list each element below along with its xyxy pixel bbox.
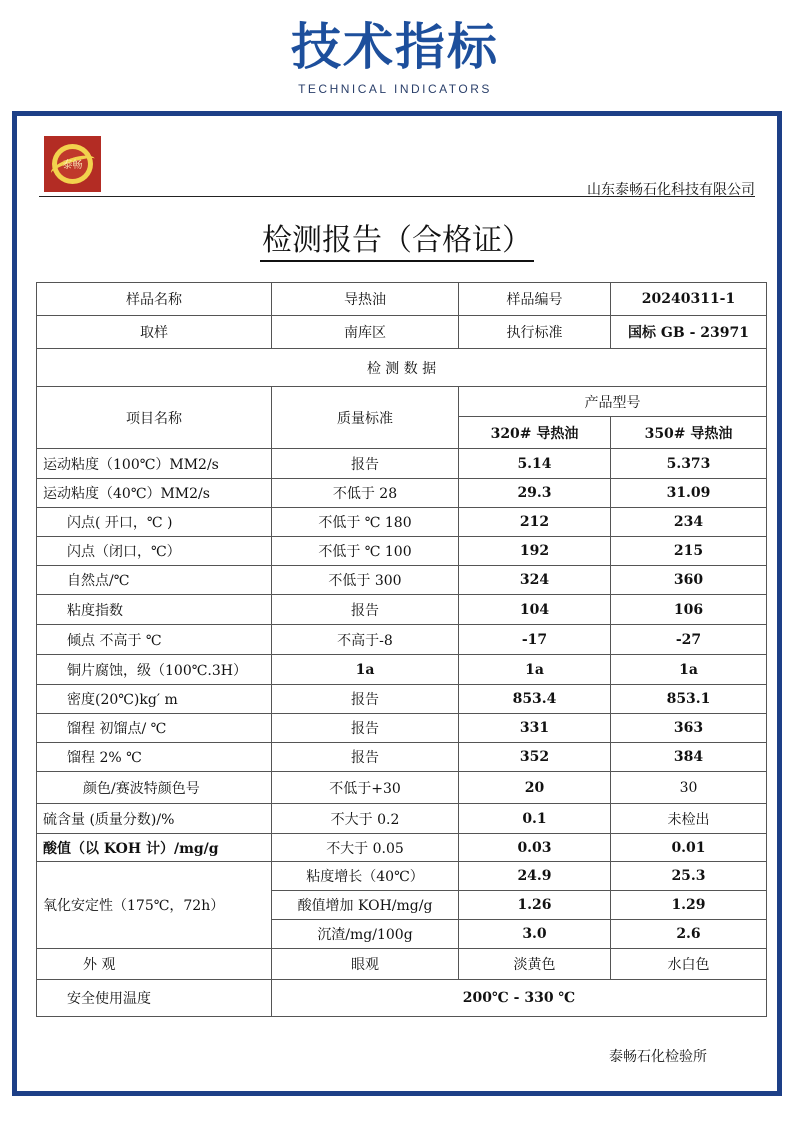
- data-row: [37, 655, 767, 685]
- oxidation-item: 氧化安定性（175℃，72h）: [37, 862, 272, 949]
- header-divider: [39, 196, 755, 197]
- data-row: [37, 479, 767, 508]
- row-value-320: 5.14: [459, 449, 611, 479]
- column-model-350: 350# 导热油: [611, 417, 767, 449]
- oxidation-quality: 酸值增加 KOH/mg/g: [272, 891, 459, 920]
- row-item: 运动粘度（40℃）MM2/s: [37, 479, 272, 508]
- row-value-350: 31.09: [611, 479, 767, 508]
- data-row: [37, 772, 767, 804]
- row-item: 倾点 不高于 ℃: [37, 625, 272, 655]
- row-value-350: 106: [611, 595, 767, 625]
- signature: 泰畅石化检验所: [609, 1049, 707, 1065]
- row-value-320: 20: [459, 772, 611, 804]
- row-quality: 不低于 ℃ 180: [272, 508, 459, 537]
- row-quality: 不大于 0.05: [272, 834, 459, 862]
- page-subtitle: TECHNICAL INDICATORS: [298, 82, 492, 96]
- row-item: 颜色/赛波特颜色号: [37, 772, 272, 804]
- row-value-350: 363: [611, 714, 767, 743]
- row-quality: 报告: [272, 449, 459, 479]
- row-quality: 报告: [272, 595, 459, 625]
- row-value-350: 1a: [611, 655, 767, 685]
- row-value-320: 853.4: [459, 685, 611, 714]
- row-value-320: 212: [459, 508, 611, 537]
- row-value-320: 0.03: [459, 834, 611, 862]
- appearance-item: 外 观: [37, 949, 272, 980]
- sampling-value: 南库区: [272, 316, 459, 349]
- section-title: 检 测 数 据: [37, 349, 767, 387]
- row-quality: 报告: [272, 685, 459, 714]
- info-row-sampling: [37, 316, 767, 349]
- safe-temp-row: [37, 980, 767, 1017]
- company-name: 山东泰畅石化科技有限公司: [587, 182, 755, 198]
- row-quality: 不大于 0.2: [272, 804, 459, 834]
- oxidation-value-320: 3.0: [459, 920, 611, 949]
- standard-label: 执行标准: [459, 316, 611, 349]
- data-row: [37, 566, 767, 595]
- sampling-label: 取样: [37, 316, 272, 349]
- sample-name-label: 样品名称: [37, 283, 272, 316]
- data-row: [37, 743, 767, 772]
- data-row: [37, 595, 767, 625]
- appearance-quality: 眼观: [272, 949, 459, 980]
- row-quality: 不高于-8: [272, 625, 459, 655]
- row-item: 运动粘度（100℃）MM2/s: [37, 449, 272, 479]
- row-value-320: 352: [459, 743, 611, 772]
- row-item: 密度(20℃)kg′ m: [37, 685, 272, 714]
- row-quality: 不低于 28: [272, 479, 459, 508]
- column-header-row: [37, 387, 767, 417]
- column-model-320: 320# 导热油: [459, 417, 611, 449]
- row-value-320: 331: [459, 714, 611, 743]
- row-item: 粘度指数: [37, 595, 272, 625]
- appearance-row: [37, 949, 767, 980]
- row-value-320: 192: [459, 537, 611, 566]
- row-value-350: 215: [611, 537, 767, 566]
- oxidation-value-350: 1.29: [611, 891, 767, 920]
- report-document: [12, 111, 782, 1096]
- safe-temp-value: 200℃ - 330 ℃: [272, 980, 767, 1017]
- row-value-320: 104: [459, 595, 611, 625]
- row-value-320: 1a: [459, 655, 611, 685]
- oxidation-quality: 粘度增长（40℃）: [272, 862, 459, 891]
- row-value-350: 384: [611, 743, 767, 772]
- row-value-320: 29.3: [459, 479, 611, 508]
- row-item: 铜片腐蚀，级（100℃.3H）: [37, 655, 272, 685]
- oxidation-value-320: 24.9: [459, 862, 611, 891]
- logo-text: 泰畅: [62, 160, 83, 171]
- column-model: 产品型号: [459, 387, 767, 417]
- row-quality: 不低于+30: [272, 772, 459, 804]
- row-value-350: -27: [611, 625, 767, 655]
- oxidation-value-320: 1.26: [459, 891, 611, 920]
- report-title: [17, 221, 777, 261]
- row-value-320: -17: [459, 625, 611, 655]
- data-row: [37, 625, 767, 655]
- row-value-350: 853.1: [611, 685, 767, 714]
- sample-name-value: 导热油: [272, 283, 459, 316]
- row-quality: 不低于 ℃ 100: [272, 537, 459, 566]
- page-title: 技术指标: [291, 18, 499, 76]
- sample-no-label: 样品编号: [459, 283, 611, 316]
- oxidation-value-350: 2.6: [611, 920, 767, 949]
- safe-temp-item: 安全使用温度: [37, 980, 272, 1017]
- row-value-350: 5.373: [611, 449, 767, 479]
- row-value-350: 0.01: [611, 834, 767, 862]
- data-row: [37, 834, 767, 862]
- data-row: [37, 449, 767, 479]
- data-row: [37, 714, 767, 743]
- row-item: 自然点/℃: [37, 566, 272, 595]
- oxidation-value-350: 25.3: [611, 862, 767, 891]
- row-item: 馏程 初馏点/ ℃: [37, 714, 272, 743]
- column-item: 项目名称: [37, 387, 272, 449]
- row-item: 闪点（闭口，℃）: [37, 537, 272, 566]
- row-quality: 报告: [272, 743, 459, 772]
- column-quality: 质量标准: [272, 387, 459, 449]
- row-value-320: 324: [459, 566, 611, 595]
- data-row: [37, 804, 767, 834]
- row-value-320: 0.1: [459, 804, 611, 834]
- row-quality: 报告: [272, 714, 459, 743]
- row-value-350: 234: [611, 508, 767, 537]
- oxidation-quality: 沉渣/mg/100g: [272, 920, 459, 949]
- data-row: [37, 537, 767, 566]
- row-item: 闪点( 开口，℃ ): [37, 508, 272, 537]
- row-item: 硫含量 (质量分数)/%: [37, 804, 272, 834]
- section-row: [37, 349, 767, 387]
- row-value-350: 360: [611, 566, 767, 595]
- row-value-350: 未检出: [611, 804, 767, 834]
- report-table: [36, 282, 767, 1017]
- row-item: 馏程 2% ℃: [37, 743, 272, 772]
- appearance-value-320: 淡黄色: [459, 949, 611, 980]
- appearance-value-350: 水白色: [611, 949, 767, 980]
- oxidation-row: [37, 862, 767, 891]
- row-quality: 1a: [272, 655, 459, 685]
- standard-value: 国标 GB - 23971: [611, 316, 767, 349]
- row-value-350: 30: [611, 772, 767, 804]
- data-row: [37, 508, 767, 537]
- row-item: 酸值（以 KOH 计）/mg/g: [37, 834, 272, 862]
- report-title-text: 检测报告（合格证）: [260, 223, 534, 262]
- data-row: [37, 685, 767, 714]
- info-row-sample: [37, 283, 767, 316]
- sample-no-value: 20240311-1: [611, 283, 767, 316]
- row-quality: 不低于 300: [272, 566, 459, 595]
- company-logo: [44, 136, 101, 192]
